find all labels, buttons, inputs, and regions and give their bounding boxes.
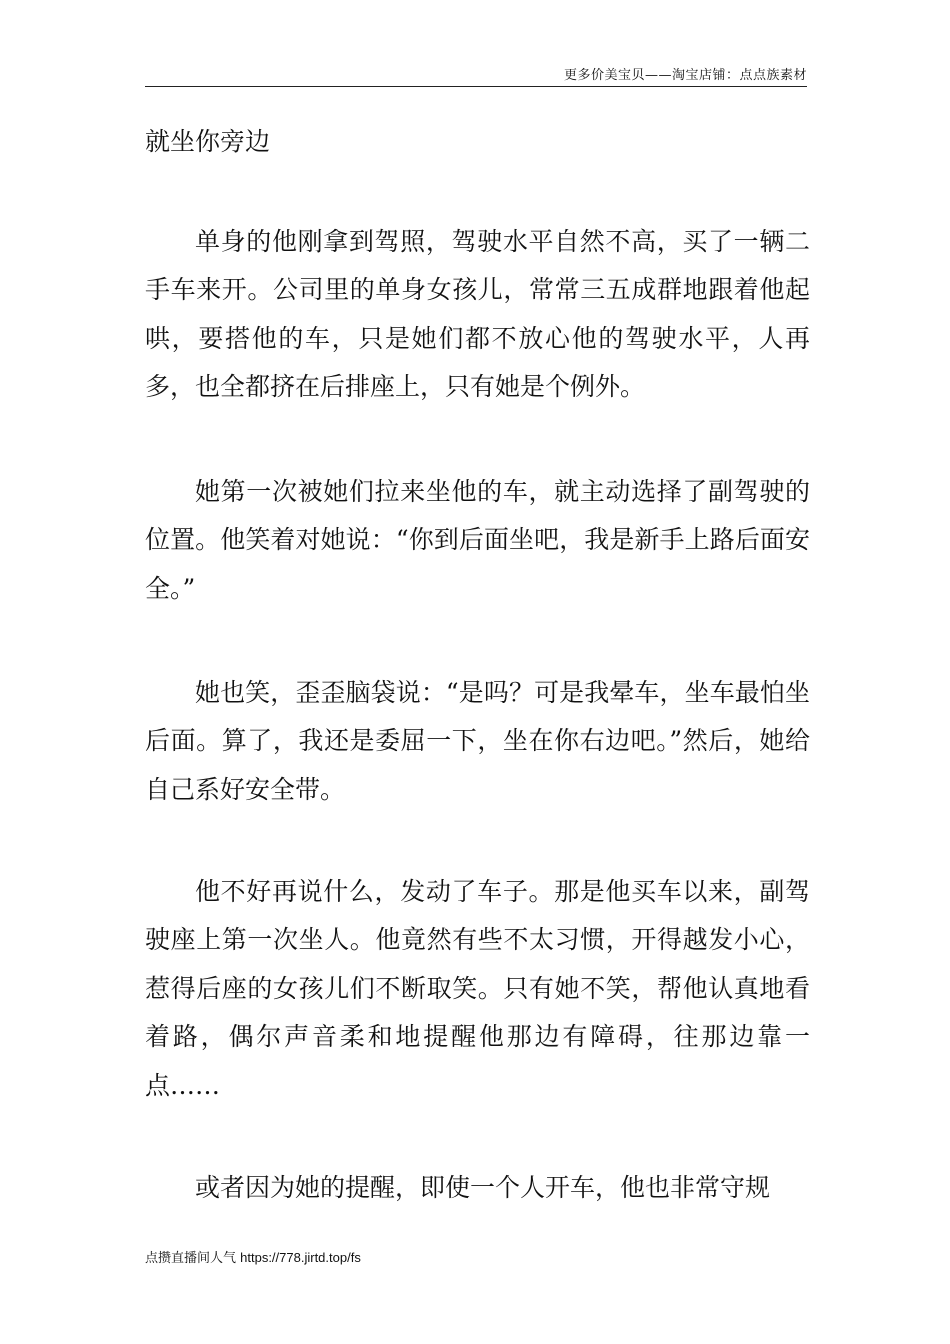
page-header	[145, 66, 807, 87]
document-title: 就坐你旁边	[145, 127, 271, 156]
paragraph: 她也笑，歪歪脑袋说：“是吗？可是我晕车，坐车最怕坐后面。算了，我还是委屈一下，坐在你右边吧。”然后，她给自己系好安全带。	[145, 678, 810, 804]
paragraph: 或者因为她的提醒，即使一个人开车，他也非常守规	[195, 1173, 771, 1202]
footer-link[interactable]: https://778.jirtd.top/fs	[240, 1250, 361, 1265]
paragraph: 她第一次被她们拉来坐他的车，就主动选择了副驾驶的位置。他笑着对她说：“你到后面坐吧，我是新手上路后面安全。”	[145, 477, 810, 603]
paragraph: 他不好再说什么，发动了车子。那是他买车以来，副驾驶座上第一次坐人。他竟然有些不太习惯，开得越发小心，惹得后座的女孩儿们不断取笑。只有她不笑，帮他认真地看着路，偶尔声音柔和地提醒他那边有障碍，往那边靠一点……	[145, 877, 810, 1100]
page-footer	[145, 1247, 361, 1266]
header-text: 更多价美宝贝——淘宝店铺：点点族素材	[563, 68, 807, 83]
footer-prefix: 点攒直播间人气	[145, 1251, 241, 1266]
paragraph: 单身的他刚拿到驾照，驾驶水平自然不高，买了一辆二手车来开。公司里的单身女孩儿，常常三五成群地跟着他起哄，要搭他的车，只是她们都不放心他的驾驶水平，人再多，也全都挤在后排座上，只有她是个例外。	[145, 227, 810, 402]
